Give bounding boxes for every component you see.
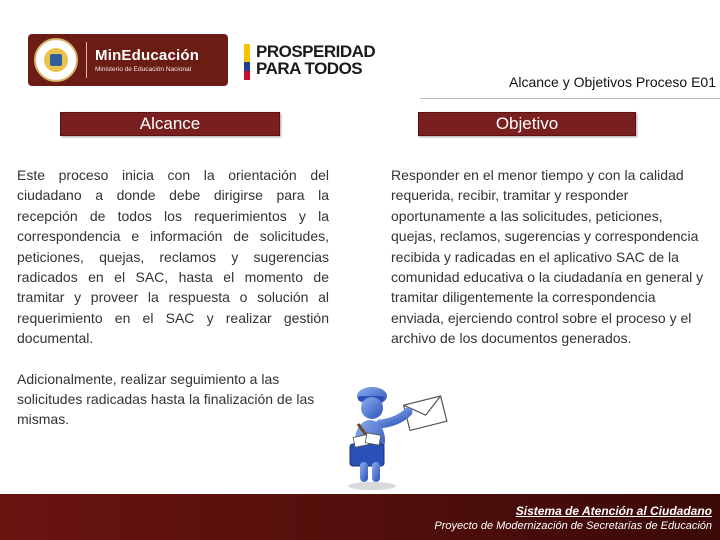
mineducacion-subtitle: Ministerio de Educación Nacional [95, 66, 192, 73]
prosperidad-line1: PROSPERIDAD [256, 42, 376, 61]
footer-system-name: Sistema de Atención al Ciudadano [515, 504, 712, 518]
footer-project-name: Proyecto de Modernización de Secretarías de Educación [434, 520, 712, 532]
mail-carrier-icon [340, 382, 452, 492]
mineducacion-logo [28, 34, 228, 86]
objetivo-paragraph: Responder en el menor tiempo y con la calidad requerida, recibir, tramitar y responder oportunamente a las solicitudes, peticiones, quejas, reclamos, sugerencias y correspondencia recibida y radicadas en el aplicativo SAC de la comunidad educativa o la ciudadanía en general y tramitar diligentemente la correspondencia enviada, ejerciendo control sobre el proceso y el archivo de los documentos generados. [391, 167, 704, 347]
colombia-flag-icon [244, 44, 250, 80]
alcance-paragraph-1: Este proceso inicia con la orientación del ciudadano a donde debe dirigirse para la recepción de todos los requerimientos y la correspondencia e información de solicitudes, peticiones, quejas, reclamos y sugerencias radicados en el SAC, hasta el momento de tramitar y proveer la respuesta o solución al requerimiento en el SAC y realizar gestión documental. [17, 167, 329, 347]
prosperidad-line2: PARA TODOS [256, 59, 363, 78]
prosperidad-logo [256, 43, 375, 77]
alcance-section [17, 165, 329, 430]
colombia-seal-icon [34, 38, 78, 82]
header [0, 0, 720, 100]
alcance-heading: Alcance [60, 112, 280, 136]
objetivo-heading: Objetivo [418, 112, 636, 136]
objetivo-section [391, 165, 709, 349]
mineducacion-brand: MinEducación [95, 47, 200, 64]
page-title: Alcance y Objetivos Proceso E01 [509, 74, 716, 90]
footer [0, 494, 720, 540]
alcance-paragraph-2: Adicionalmente, realizar seguimiento a las solicitudes radicadas hasta la finalización de las mismas. [17, 370, 315, 428]
header-divider [420, 98, 720, 99]
